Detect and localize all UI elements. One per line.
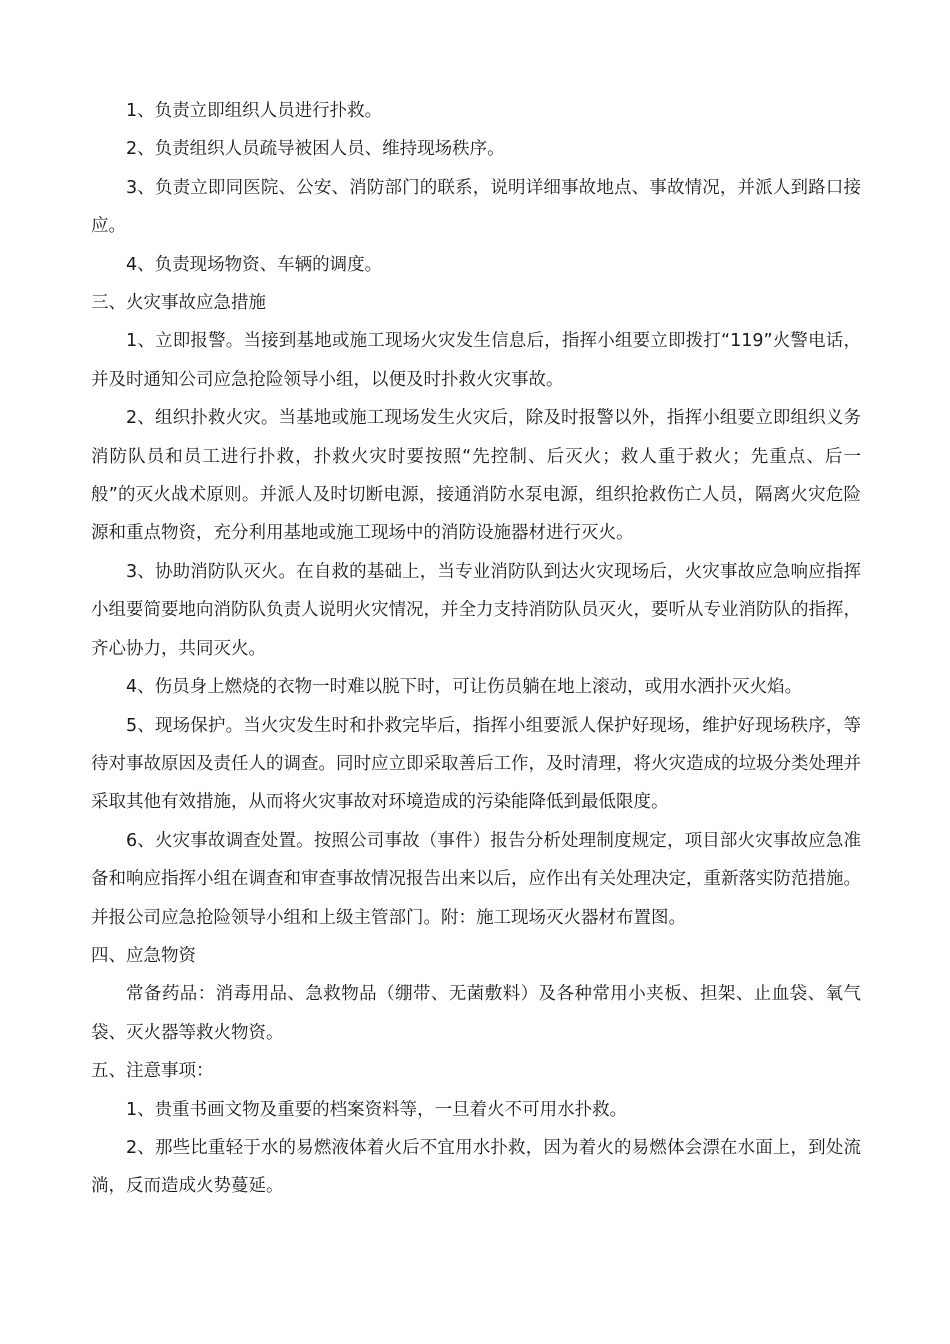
- paragraph-duty-3: 3、负责立即同医院、公安、消防部门的联系，说明详细事故地点、事故情况，并派人到路口接应。: [91, 177, 861, 237]
- document-body: [91, 92, 861, 1206]
- paragraph-supplies: 常备药品：消毒用品、急救物品（绷带、无菌敷料）及各种常用小夹板、担架、止血袋、氧气袋、灭火器等救火物资。: [91, 984, 861, 1043]
- paragraph-note-1: 1、贵重书画文物及重要的档案资料等，一旦着火不可用水扑救。: [126, 1099, 628, 1120]
- paragraph-measure-3: 3、协助消防队灭火。在自救的基础上，当专业消防队到达火灾现场后，火灾事故应急响应指挥小组要简要地向消防队负责人说明火灾情况，并全力支持消防队员灭火，要听从专业消防队的指挥，齐心协力，共同灭火。: [91, 561, 861, 659]
- paragraph-measure-5: 5、现场保护。当火灾发生时和扑救完毕后，指挥小组要派人保护好现场，维护好现场秩序，等待对事故原因及责任人的调查。同时应立即采取善后工作，及时清理，将火灾造成的垃圾分类处理并采取其他有效措施，从而将火灾事故对环境造成的污染能降低到最低限度。: [91, 715, 861, 813]
- section-heading-supplies: 四、应急物资: [91, 945, 196, 966]
- section-heading-fire-measures: 三、火灾事故应急措施: [91, 293, 266, 314]
- paragraph-measure-4: 4、伤员身上燃烧的衣物一时难以脱下时，可让伤员躺在地上滚动，或用水洒扑灭火焰。: [126, 677, 803, 698]
- paragraph-duty-2: 2、负责组织人员疏导被困人员、维持现场秩序。: [126, 139, 505, 160]
- section-heading-notes: 五、注意事项：: [91, 1061, 214, 1082]
- paragraph-duty-4: 4、负责现场物资、车辆的调度。: [126, 254, 383, 275]
- paragraph-measure-2: 2、组织扑救火灾。当基地或施工现场发生火灾后，除及时报警以外，指挥小组要立即组织义务消防队员和员工进行扑救，扑救火灾时要按照“先控制、后灭火；救人重于救火；先重点、后一般”的灭火战术原则。并派人及时切断电源，接通消防水泵电源，组织抢救伤亡人员，隔离火灾危险源和重点物资，充分利用基地或施工现场中的消防设施器材进行灭火。: [91, 408, 861, 544]
- paragraph-duty-1: 1、负责立即组织人员进行扑救。: [126, 101, 383, 121]
- paragraph-note-2: 2、那些比重轻于水的易燃液体着火后不宜用水扑救，因为着火的易燃体会漂在水面上，到处流淌，反而造成火势蔓延。: [91, 1137, 861, 1197]
- paragraph-measure-6: 6、火灾事故调查处置。按照公司事故（事件）报告分析处理制度规定，项目部火灾事故应急准备和响应指挥小组在调查和审查事故情况报告出来以后，应作出有关处理决定，重新落实防范措施。并报公司应急抢险领导小组和上级主管部门。附：施工现场灭火器材布置图。: [91, 830, 861, 928]
- paragraph-measure-1: 1、立即报警。当接到基地或施工现场火灾发生信息后，指挥小组要立即拨打“119”火警电话，并及时通知公司应急抢险领导小组，以便及时扑救火灾事故。: [91, 331, 861, 390]
